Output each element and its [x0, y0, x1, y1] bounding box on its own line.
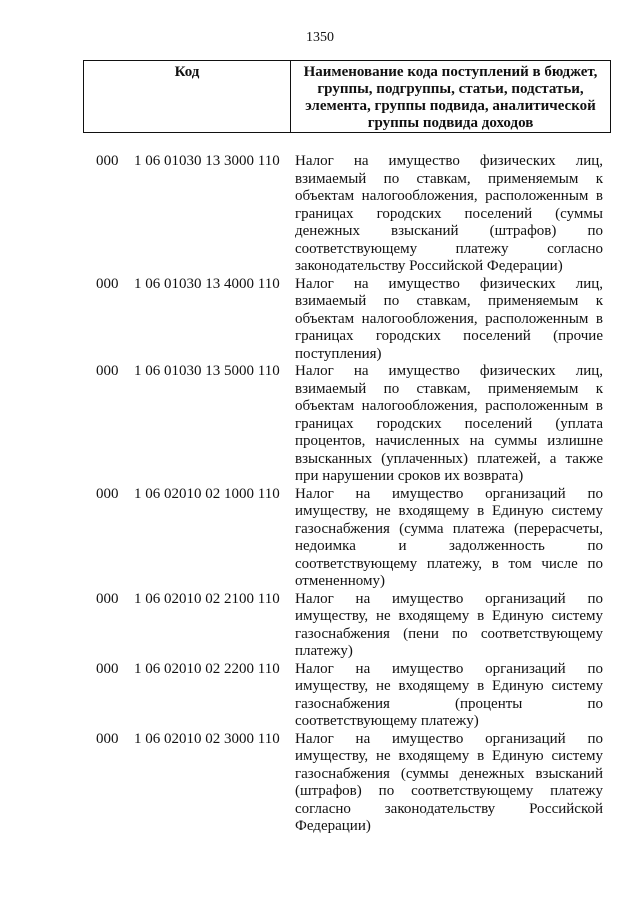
- table-row: [0, 153, 640, 276]
- admin-code: 000: [96, 660, 119, 677]
- revenue-name: Налог на имущество организаций по имуществу, не входящему в Единую систему газоснабжения (сумма платежа (перерасчеты, недоимка и задолженность по соответствующему платежу, в том числе по отмененному): [295, 485, 603, 589]
- admin-code: 000: [96, 275, 119, 292]
- table-row: [0, 276, 640, 364]
- admin-code: 000: [96, 153, 119, 169]
- table-row: [0, 363, 640, 486]
- table-row: [0, 591, 640, 661]
- page-number: 1350: [306, 30, 334, 45]
- revenue-code: 1 06 01030 13 3000 110: [134, 153, 280, 169]
- revenue-name: Налог на имущество физических лиц, взимаемый по ставкам, применяемым к объектам налогообложения, расположенным в границах городских поселений (прочие поступления): [295, 275, 603, 362]
- revenue-name: Налог на имущество организаций по имуществу, не входящему в Единую систему газоснабжения (проценты по соответствующему платежу): [295, 660, 603, 729]
- revenue-code: 1 06 01030 13 4000 110: [134, 275, 280, 292]
- table-body: [0, 153, 640, 836]
- revenue-name: Налог на имущество физических лиц, взимаемый по ставкам, применяемым к объектам налогообложения, расположенным в границах городских поселений (суммы денежных взысканий (штрафов) по соответствующему платежу согласно законодательству Российской Федерации): [295, 153, 603, 274]
- column-header-name: Наименование кода поступлений в бюджет, группы, подгруппы, статьи, подстатьи, элемента, группы подвида, аналитической группы подвида доходов: [291, 61, 611, 133]
- admin-code: 000: [96, 485, 119, 502]
- revenue-code: 1 06 01030 13 5000 110: [134, 363, 280, 379]
- revenue-name: Налог на имущество физических лиц, взимаемый по ставкам, применяемым к объектам налогообложения, расположенным в границах городских поселений (уплата процентов, начисленных на суммы излишне взысканных (уплаченных) платежей, а также при нарушении сроков их возврата): [295, 363, 603, 484]
- revenue-code: 1 06 02010 02 2200 110: [134, 660, 280, 677]
- revenue-name: Налог на имущество организаций по имуществу, не входящему в Единую систему газоснабжения (суммы денежных взысканий (штрафов) по соответствующему платежу согласно законодательству Российской Федерации): [295, 730, 603, 834]
- table-row: [0, 661, 640, 731]
- admin-code: 000: [96, 590, 119, 607]
- admin-code: 000: [96, 363, 119, 379]
- table-header: [83, 60, 611, 133]
- revenue-code: 1 06 02010 02 2100 110: [134, 590, 280, 607]
- column-header-code: Код: [84, 61, 291, 133]
- revenue-name: Налог на имущество организаций по имуществу, не входящему в Единую систему газоснабжения (пени по соответствующему платежу): [295, 590, 603, 659]
- revenue-code: 1 06 02010 02 3000 110: [134, 730, 280, 747]
- admin-code: 000: [96, 730, 119, 747]
- table-row: [0, 486, 640, 591]
- revenue-code: 1 06 02010 02 1000 110: [134, 485, 280, 502]
- table-row: [0, 731, 640, 836]
